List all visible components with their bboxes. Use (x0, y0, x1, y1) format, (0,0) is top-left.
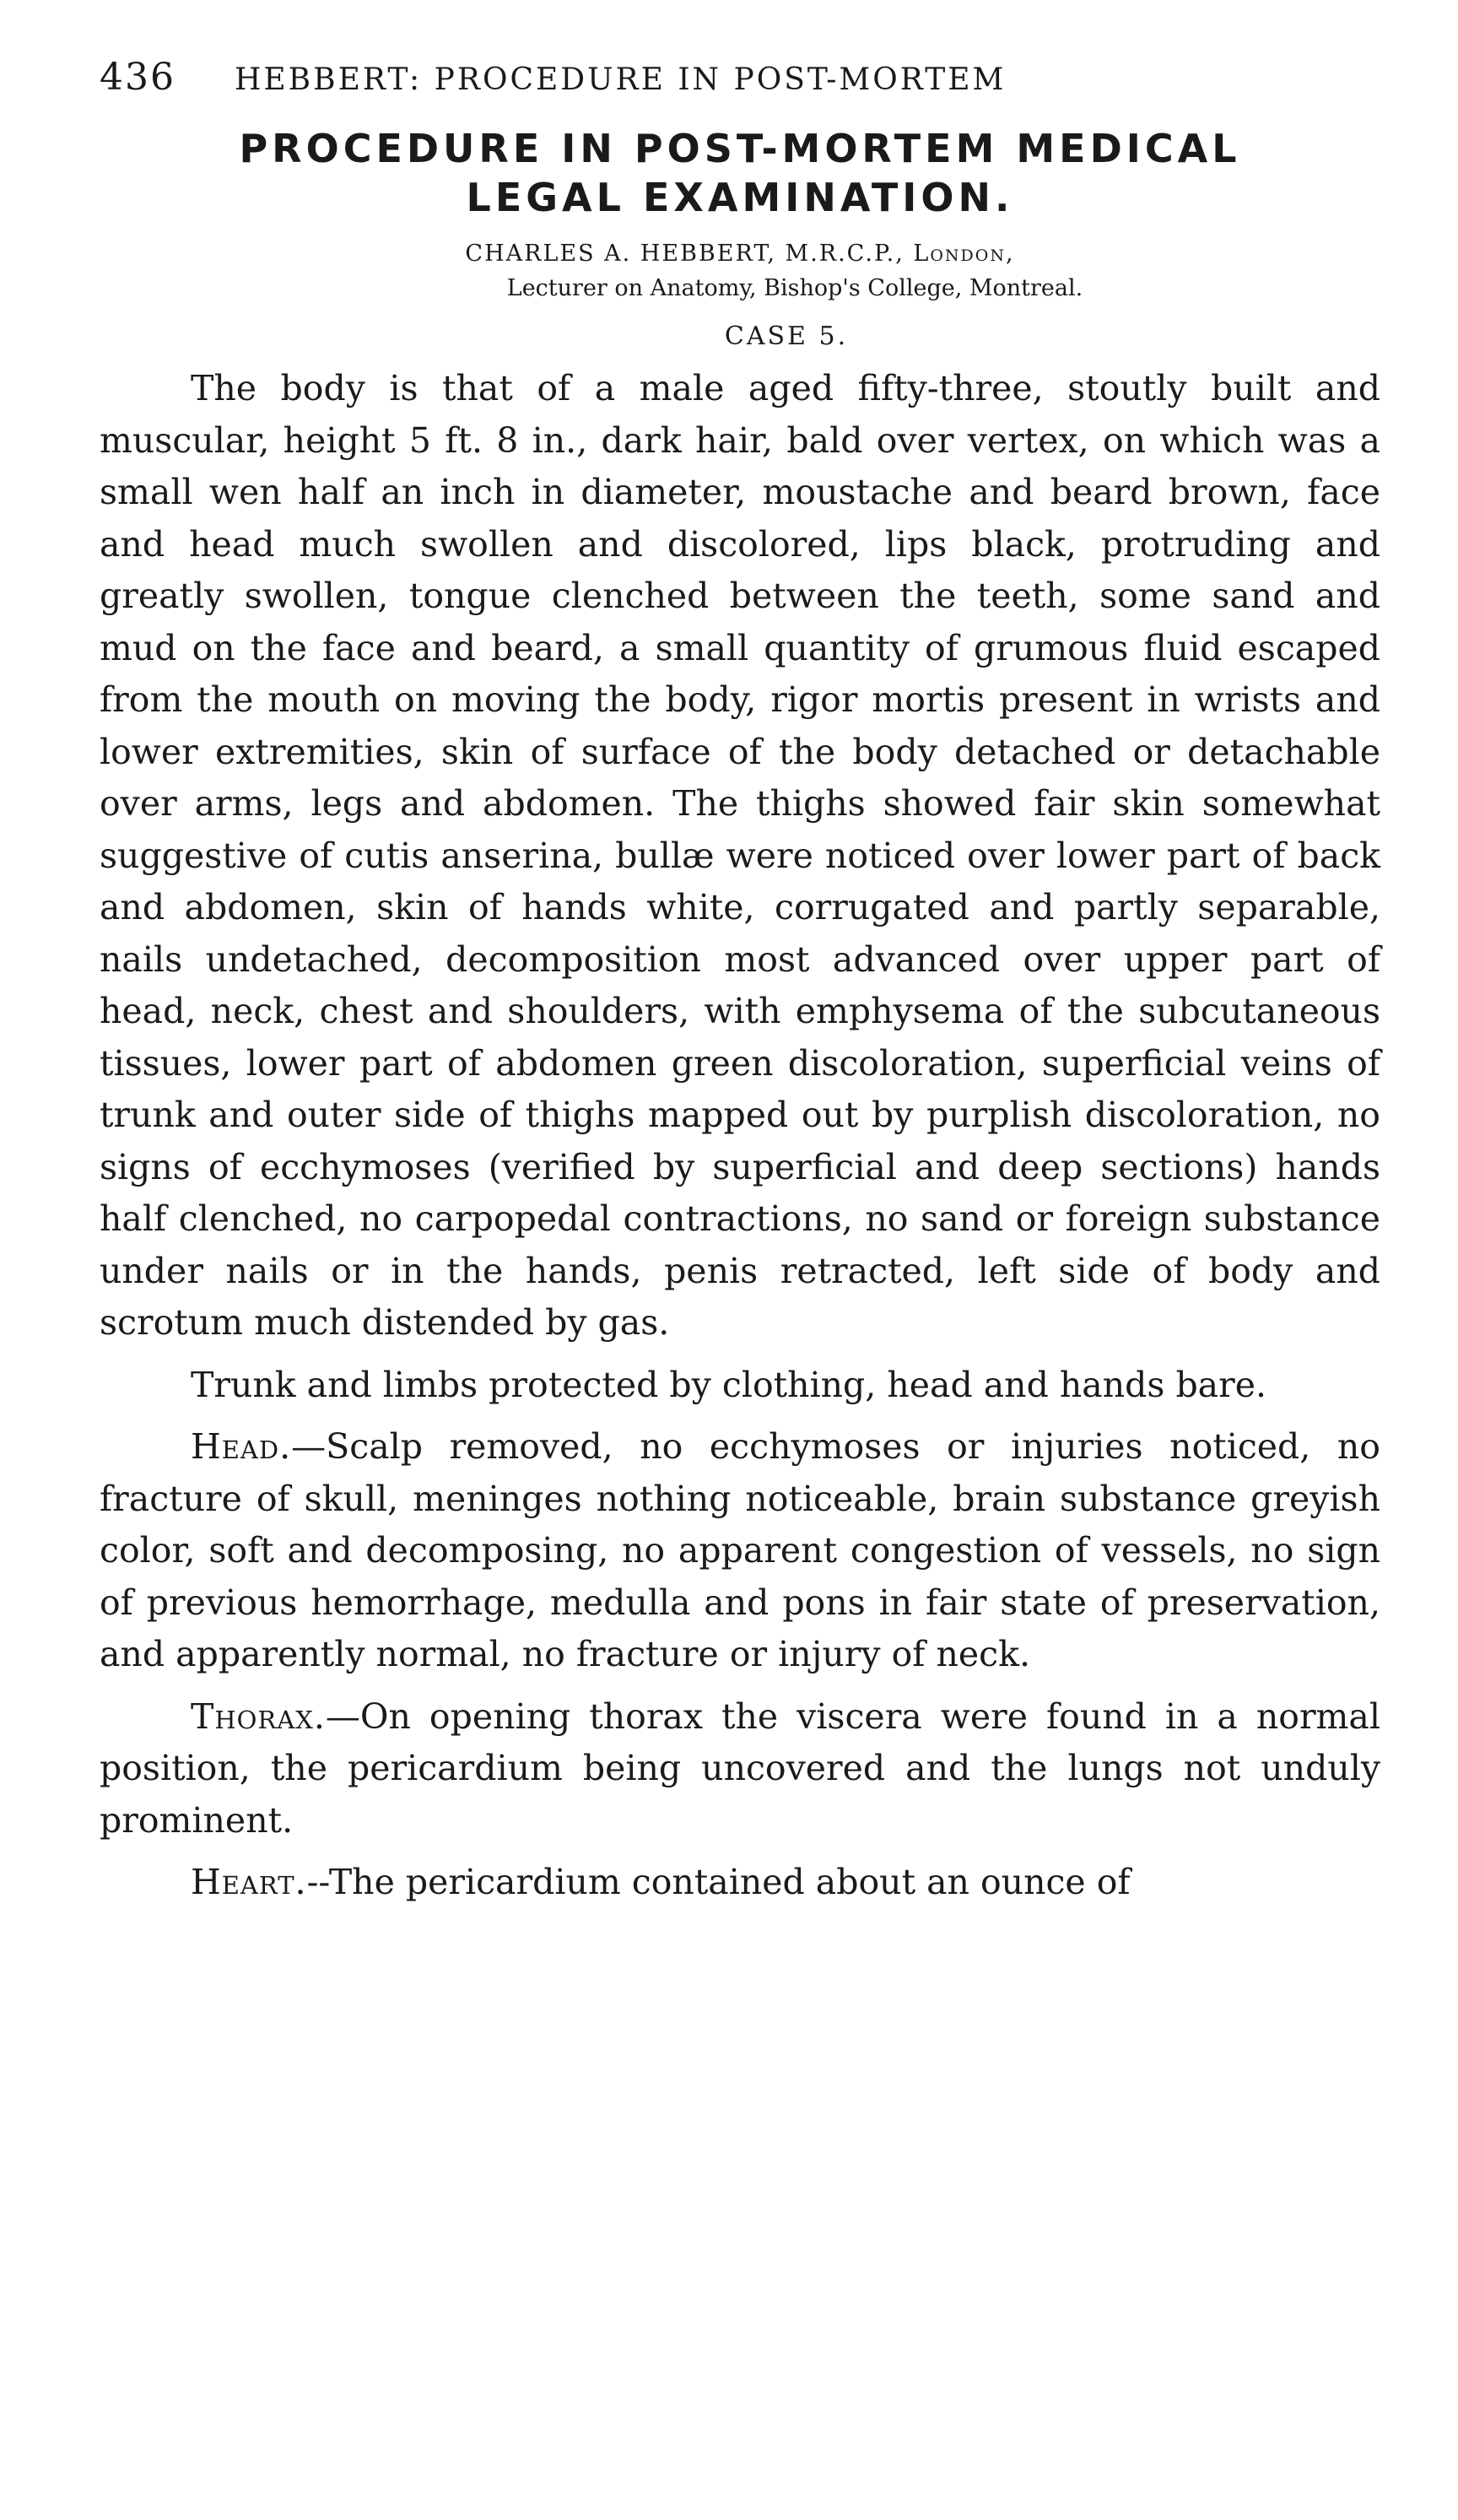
case-label: CASE 5. (724, 322, 849, 351)
author-affiliation: Lecturer on Anatomy, Bishop's College, Montreal. (506, 275, 1083, 301)
section-heading-heart: Heart. (191, 1862, 307, 1902)
paragraph-text: —On opening thorax the viscera were found in a normal position, the pericardium being uncovered and the lungs not unduly prominent. (100, 1695, 1380, 1841)
article-title-line-2: LEGAL EXAMINATION. (466, 175, 1014, 220)
paragraph-description (100, 363, 1380, 1349)
paragraph-text: —Scalp removed, no ecchymoses or injuries noticed, no fracture of skull, meninges nothing noticeable, brain substance greyish color, soft and decomposing, no apparent congestion of vessels, no sign of previous hemorrhage, medulla and pons in fair state of preservation, and apparently normal, no fracture or injury of neck. (100, 1426, 1380, 1674)
section-heading-thorax: Thorax. (191, 1695, 326, 1737)
paragraph-text: --The pericardium contained about an ounce of (306, 1862, 1131, 1902)
paragraph-clothing (100, 1360, 1380, 1412)
article-title-line-1: PROCEDURE IN POST-MORTEM MEDICAL (239, 126, 1241, 171)
article-title (100, 124, 1380, 222)
running-title: HEBBERT: PROCEDURE IN POST-MORTEM (234, 62, 1007, 97)
document-page (100, 56, 1380, 1909)
paragraph-text: The body is that of a male aged fifty-three, stoutly built and muscular, height 5 ft. 8 in., dark hair, bald over vertex, on which was a small wen half an inch in diameter, moustache and beard brown, face and head much swollen and discolored, lips black, protruding and greatly swollen, tongue clenched between the teeth, some sand and mud on the face and beard, a small quantity of grumous fluid escaped from the mouth on moving the body, rigor mortis present in wrists and lower extremities, skin of surface of the body detached or detachable over arms, legs and abdomen. The thighs showed fair skin somewhat suggestive of cutis anserina, bullæ were noticed over lower part of back and abdomen, skin of hands white, corrugated and partly separable, nails undetached, decomposition most advanced over upper part of head, neck, chest and shoulders, with emphysema of the subcutaneous tissues, lower part of abdomen green discoloration, superficial veins of trunk and outer side of thighs mapped out by purplish discoloration, no signs of ecchymoses (verified by superficial and deep sections) hands half clenched, no carpopedal contractions, no sand or foreign substance under nails or in the hands, penis retracted, left side of body and scrotum much distended by gas. (100, 368, 1380, 1343)
section-heading-head: Head. (191, 1426, 292, 1467)
page-number: 436 (100, 56, 176, 99)
author-line: CHARLES A. HEBBERT, M.R.C.P., London, (465, 241, 1015, 267)
paragraph-head (100, 1421, 1380, 1681)
paragraph-heart (100, 1857, 1380, 1909)
paragraph-thorax (100, 1691, 1380, 1847)
running-head (100, 56, 1380, 99)
paragraph-text: Trunk and limbs protected by clothing, head and hands bare. (191, 1364, 1267, 1405)
